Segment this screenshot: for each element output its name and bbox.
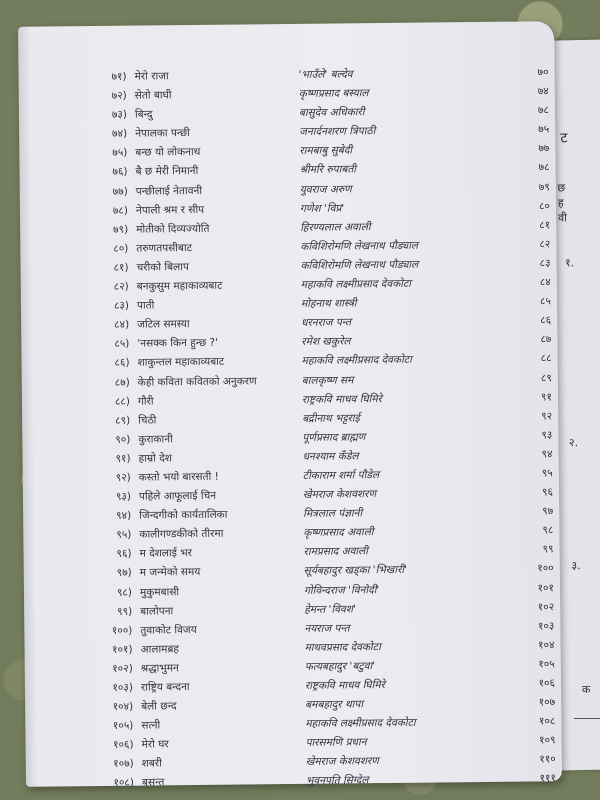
toc-entry-author: धरनराज पन्त bbox=[301, 316, 352, 330]
toc-entry-number: ७३) bbox=[111, 108, 128, 122]
toc-entry-page: ८५ bbox=[539, 295, 552, 308]
toc-entry-number: १०५) bbox=[112, 719, 134, 733]
toc-entry-title: सत्नी bbox=[141, 719, 161, 732]
toc-entry-title: जटिल समस्या bbox=[137, 318, 190, 331]
toc-entry-page: १०५ bbox=[538, 658, 555, 671]
toc-entry-number: ७१) bbox=[111, 70, 127, 83]
toc-entry-number: ८०) bbox=[113, 242, 129, 255]
toc-entry-title: कस्तो भयो बारसती ! bbox=[138, 470, 219, 484]
toc-entry-author: कृष्णप्रसाद बस्याल bbox=[298, 87, 369, 100]
toc-entry-title: बालोपना bbox=[140, 604, 174, 618]
toc-entry-title: चिठी bbox=[138, 414, 157, 427]
book-page bbox=[18, 21, 562, 790]
toc-entry-title: कुराकानी bbox=[138, 433, 173, 446]
toc-entry-page: ९४ bbox=[541, 448, 553, 461]
toc-entry-title: आलामब्रह bbox=[140, 642, 180, 656]
toc-entry-title: कालीगण्डकीको तीरमा bbox=[139, 527, 224, 541]
toc-entry-author: हिरण्यलाल अवाली bbox=[300, 220, 371, 234]
toc-entry-number: ८३) bbox=[113, 299, 130, 312]
toc-entry-page: १०४ bbox=[538, 639, 555, 652]
toc-entry-author: धनश्याम कँडेल bbox=[302, 450, 359, 463]
toc-entry-title: बिन्दु bbox=[134, 108, 153, 121]
toc-entry-title: पाती bbox=[136, 299, 155, 312]
toc-entry-number: ८५) bbox=[114, 337, 130, 351]
adjacent-page-fragment: ह bbox=[557, 196, 564, 210]
toc-entry-number: ७९) bbox=[113, 223, 129, 236]
toc-entry-number: १०२) bbox=[112, 662, 133, 675]
toc-entry-author: राष्ट्रकवि माधव घिमिरे bbox=[304, 679, 385, 692]
toc-entry-title: पन्छीलाई नेतावनी bbox=[135, 184, 203, 198]
toc-entry-page: १११ bbox=[539, 772, 557, 785]
toc-entry-page: ७७ bbox=[538, 142, 550, 155]
toc-entry-number: १०३) bbox=[112, 681, 134, 694]
adjacent-page-fragment: ३. bbox=[571, 559, 581, 573]
toc-entry-number: ७४) bbox=[112, 127, 128, 141]
toc-entry-number: ९४) bbox=[116, 509, 132, 522]
toc-entry-title: म जन्मेको समय bbox=[139, 566, 201, 580]
toc-entry-page: ७८ bbox=[538, 161, 550, 174]
toc-entry-number: १०६) bbox=[113, 738, 134, 752]
toc-entry-page: ७९ bbox=[538, 180, 550, 193]
toc-entry-number: ९२) bbox=[115, 471, 131, 484]
toc-entry-page: १०० bbox=[537, 562, 554, 575]
toc-entry-author: राष्ट्रकवि माधव घिमिरे bbox=[301, 392, 382, 406]
toc-entry-author: पूर्णप्रसाद ब्राह्मण bbox=[302, 430, 366, 444]
toc-entry-title: बनकुसुम महाकाव्यबाट bbox=[136, 279, 223, 293]
toc-entry-page: ८९ bbox=[540, 371, 552, 384]
toc-entry-page: ७८ bbox=[537, 104, 550, 117]
toc-entry-number: ८२) bbox=[113, 280, 129, 293]
adjacent-page-fragment: वी bbox=[557, 211, 568, 225]
toc-entry-author: भुवनपति सिग्देल bbox=[305, 774, 369, 788]
adjacent-page-fragment: १. bbox=[564, 256, 575, 270]
toc-entry-page: ९१ bbox=[540, 390, 553, 403]
toc-entry-page: १०२ bbox=[537, 600, 555, 614]
toc-entry-number: ७७) bbox=[112, 185, 128, 198]
toc-entry-title: बै छ मेरी निमानी bbox=[135, 165, 199, 179]
toc-entry-title: 'नसक्क किन हुन्छ ?' bbox=[137, 337, 219, 350]
toc-entry-title: बेली छन्द bbox=[141, 700, 177, 713]
toc-entry-page: ८६ bbox=[540, 314, 552, 327]
toc-entry-title: सेतो बाघी bbox=[134, 89, 172, 102]
toc-entry-page: ९२ bbox=[541, 409, 553, 423]
divider bbox=[574, 718, 600, 719]
toc-entry-page: ९३ bbox=[541, 429, 553, 442]
toc-entry-page: ९५ bbox=[541, 467, 553, 480]
toc-entry-number: ९०) bbox=[115, 433, 131, 446]
toc-entry-author: गोविन्दराज 'विनोदी' bbox=[303, 583, 380, 597]
toc-entry-author: पारसमणि प्रधान bbox=[305, 736, 367, 750]
toc-entry-page: ८२ bbox=[539, 238, 551, 251]
toc-entry-page: १०८ bbox=[538, 715, 556, 728]
toc-entry-author: हेमन्त 'विवश' bbox=[304, 602, 356, 616]
toc-entry-title: पहिले आफूलाई चिन bbox=[138, 489, 217, 503]
toc-entry-author: कृष्णप्रसाद अवाली bbox=[303, 526, 374, 540]
toc-entry-author: बासुदेव अधिकारी bbox=[298, 106, 365, 120]
toc-entry-number: ९६) bbox=[116, 548, 132, 561]
toc-entry-title: गौरी bbox=[137, 395, 154, 408]
toc-entry-author: महाकवि लक्ष्मीप्रसाद देवकोटा bbox=[301, 354, 412, 368]
toc-entry-author: बालकृष्ण सम bbox=[301, 373, 354, 387]
toc-entry-number: ९७) bbox=[116, 567, 132, 580]
toc-entry-author: सूर्यबहादुर खड्का 'भिखारी' bbox=[303, 564, 408, 578]
toc-entry-author: युवराज अरुण bbox=[299, 182, 352, 196]
toc-entry-number: ८६) bbox=[114, 357, 130, 370]
toc-entry-number: ८४) bbox=[114, 318, 130, 332]
toc-entry-author: मित्रलाल पंज्ञानी bbox=[303, 507, 363, 521]
toc-entry-page: ८४ bbox=[539, 276, 551, 289]
toc-entry-number: १०७) bbox=[113, 758, 134, 771]
toc-entry-number: ९८) bbox=[116, 586, 133, 599]
toc-entry-author: रामबाबु सुबेदी bbox=[299, 144, 353, 158]
toc-entry-author: रमेश खकुरेल bbox=[301, 335, 351, 349]
toc-entry-page: १०१ bbox=[537, 581, 555, 594]
toc-entry-author: महाकवि लक्ष्मीप्रसाद देवकोटा bbox=[305, 716, 416, 731]
toc-entry-title: नेपालका पन्छी bbox=[135, 127, 191, 140]
toc-entry-number: ८१) bbox=[113, 261, 129, 274]
toc-entry-number: ९३) bbox=[115, 490, 132, 503]
toc-entry-number: १००) bbox=[111, 624, 133, 637]
toc-entry-number: ८८) bbox=[114, 395, 131, 408]
toc-entry-title: चरीको बिलाप bbox=[136, 260, 189, 274]
toc-entry-title: मेरो राजा bbox=[134, 70, 169, 83]
toc-entry-number: ७८) bbox=[112, 204, 129, 217]
toc-entry-author: मोहनाथ शास्त्री bbox=[300, 297, 357, 311]
toc-entry-number: १०८) bbox=[113, 777, 135, 790]
table-of-contents bbox=[76, 63, 564, 794]
toc-entry-page: ९७ bbox=[542, 505, 554, 518]
toc-entry-title: केही कविता कवितको अनुकरण bbox=[137, 374, 257, 389]
toc-entry-title: शबरी bbox=[141, 757, 162, 770]
toc-entry-page: ८१ bbox=[539, 219, 551, 232]
toc-entry-title: शाकुन्तल महाकाव्यबाट bbox=[137, 356, 225, 369]
toc-entry-page: ९९ bbox=[542, 543, 554, 556]
toc-entry-author: महाकवि लक्ष्मीप्रसाद देवकोटा bbox=[300, 277, 412, 291]
adjacent-page-fragment: छ bbox=[557, 181, 566, 195]
toc-entry-page: ७५ bbox=[538, 123, 550, 136]
toc-entry-page: ८० bbox=[538, 199, 551, 213]
toc-entry-page: ७४ bbox=[537, 85, 549, 98]
toc-entry-title: तुवाकोट विजय bbox=[140, 623, 197, 637]
toc-entry-author: 'भाउँले' बल्देव bbox=[298, 68, 353, 81]
toc-entry-number: ७६) bbox=[112, 166, 128, 179]
adjacent-page-fragment: ट bbox=[560, 130, 568, 147]
toc-entry-number: ९१) bbox=[115, 452, 131, 465]
toc-entry-title: जिन्दगीको कार्यतालिका bbox=[139, 508, 228, 522]
toc-entry-number: ८७) bbox=[114, 376, 130, 389]
toc-entry-page: ११० bbox=[539, 753, 556, 766]
toc-entry-title: म देशलाई भर bbox=[139, 547, 192, 560]
toc-entry-author: खेमराज केशवशरण bbox=[305, 755, 379, 769]
toc-entry-page: ८३ bbox=[539, 257, 551, 270]
toc-entry-number: ९५) bbox=[116, 528, 132, 542]
toc-entry-author: बमबहादुर थापा bbox=[305, 698, 364, 711]
toc-entry-title: बसन्त bbox=[141, 776, 165, 790]
toc-entry-author: नयराज पन्त bbox=[304, 622, 350, 635]
toc-entry-page: ९६ bbox=[541, 486, 554, 499]
toc-entry-number: ७५) bbox=[112, 147, 128, 160]
toc-entry-author: श्रीमरि रुपाबती bbox=[299, 163, 357, 177]
toc-entry-author: माधवप्रसाद देवकोटा bbox=[304, 640, 381, 654]
toc-entry-title: हाम्रो देश bbox=[138, 452, 172, 465]
toc-entry-page: ८८ bbox=[540, 352, 552, 365]
toc-entry-page: १०६ bbox=[538, 677, 556, 690]
toc-entry-page: १०९ bbox=[539, 734, 556, 747]
toc-entry-author: जनार्दनशरण त्रिपाठी bbox=[299, 125, 376, 139]
toc-entry-page: ८७ bbox=[540, 333, 552, 346]
toc-entry-title: राष्ट्रिय बन्दना bbox=[140, 681, 190, 694]
toc-entry-page: १०७ bbox=[538, 696, 556, 709]
toc-entry-title: श्रद्धाभुमन bbox=[140, 662, 179, 675]
toc-entry-number: १०१) bbox=[112, 643, 133, 656]
toc-entry-number: १०४) bbox=[112, 700, 134, 713]
toc-entry-page: ९८ bbox=[542, 524, 554, 537]
toc-entry-number: ९९) bbox=[117, 605, 133, 618]
toc-entry-page: १०३ bbox=[537, 619, 555, 633]
toc-entry-page: ७० bbox=[537, 66, 549, 79]
toc-entry-author: फत्यबहादुर 'बटुवा' bbox=[304, 660, 376, 673]
toc-entry-author: खेमराज केशवशरण bbox=[302, 488, 377, 501]
adjacent-page-fragment: क bbox=[581, 682, 591, 697]
toc-entry-title: मोतीको दिव्यज्योति bbox=[136, 222, 210, 236]
toc-entry-title: मुकुमबासी bbox=[139, 585, 180, 599]
toc-entry-author: बद्रीनाथ भट्टराई bbox=[302, 411, 360, 425]
toc-entry-author: कविशिरोमणि लेखनाथ पौड्याल bbox=[300, 258, 419, 272]
toc-entry-author: कविशिरोमणि लेखनाथ पौड्याल bbox=[300, 239, 419, 253]
adjacent-page-fragment: २. bbox=[568, 436, 579, 450]
toc-entry-title: नेपाली श्रम र सीप bbox=[135, 203, 205, 217]
toc-entry-author: टीकाराम शर्मा पौडेल bbox=[302, 469, 380, 482]
toc-entry-author: रामप्रसाद अवाली bbox=[303, 545, 369, 559]
toc-entry-number: ७२) bbox=[111, 89, 127, 102]
toc-entry-title: बन्छ यो लोकनाथ bbox=[135, 146, 201, 159]
toc-entry-title: तरुणतपसीबाट bbox=[136, 241, 193, 255]
toc-entry-title: मेरो घर bbox=[141, 738, 169, 751]
toc-entry-number: ८९) bbox=[115, 414, 131, 427]
toc-entry-author: गणेश 'विप्र' bbox=[299, 202, 345, 215]
